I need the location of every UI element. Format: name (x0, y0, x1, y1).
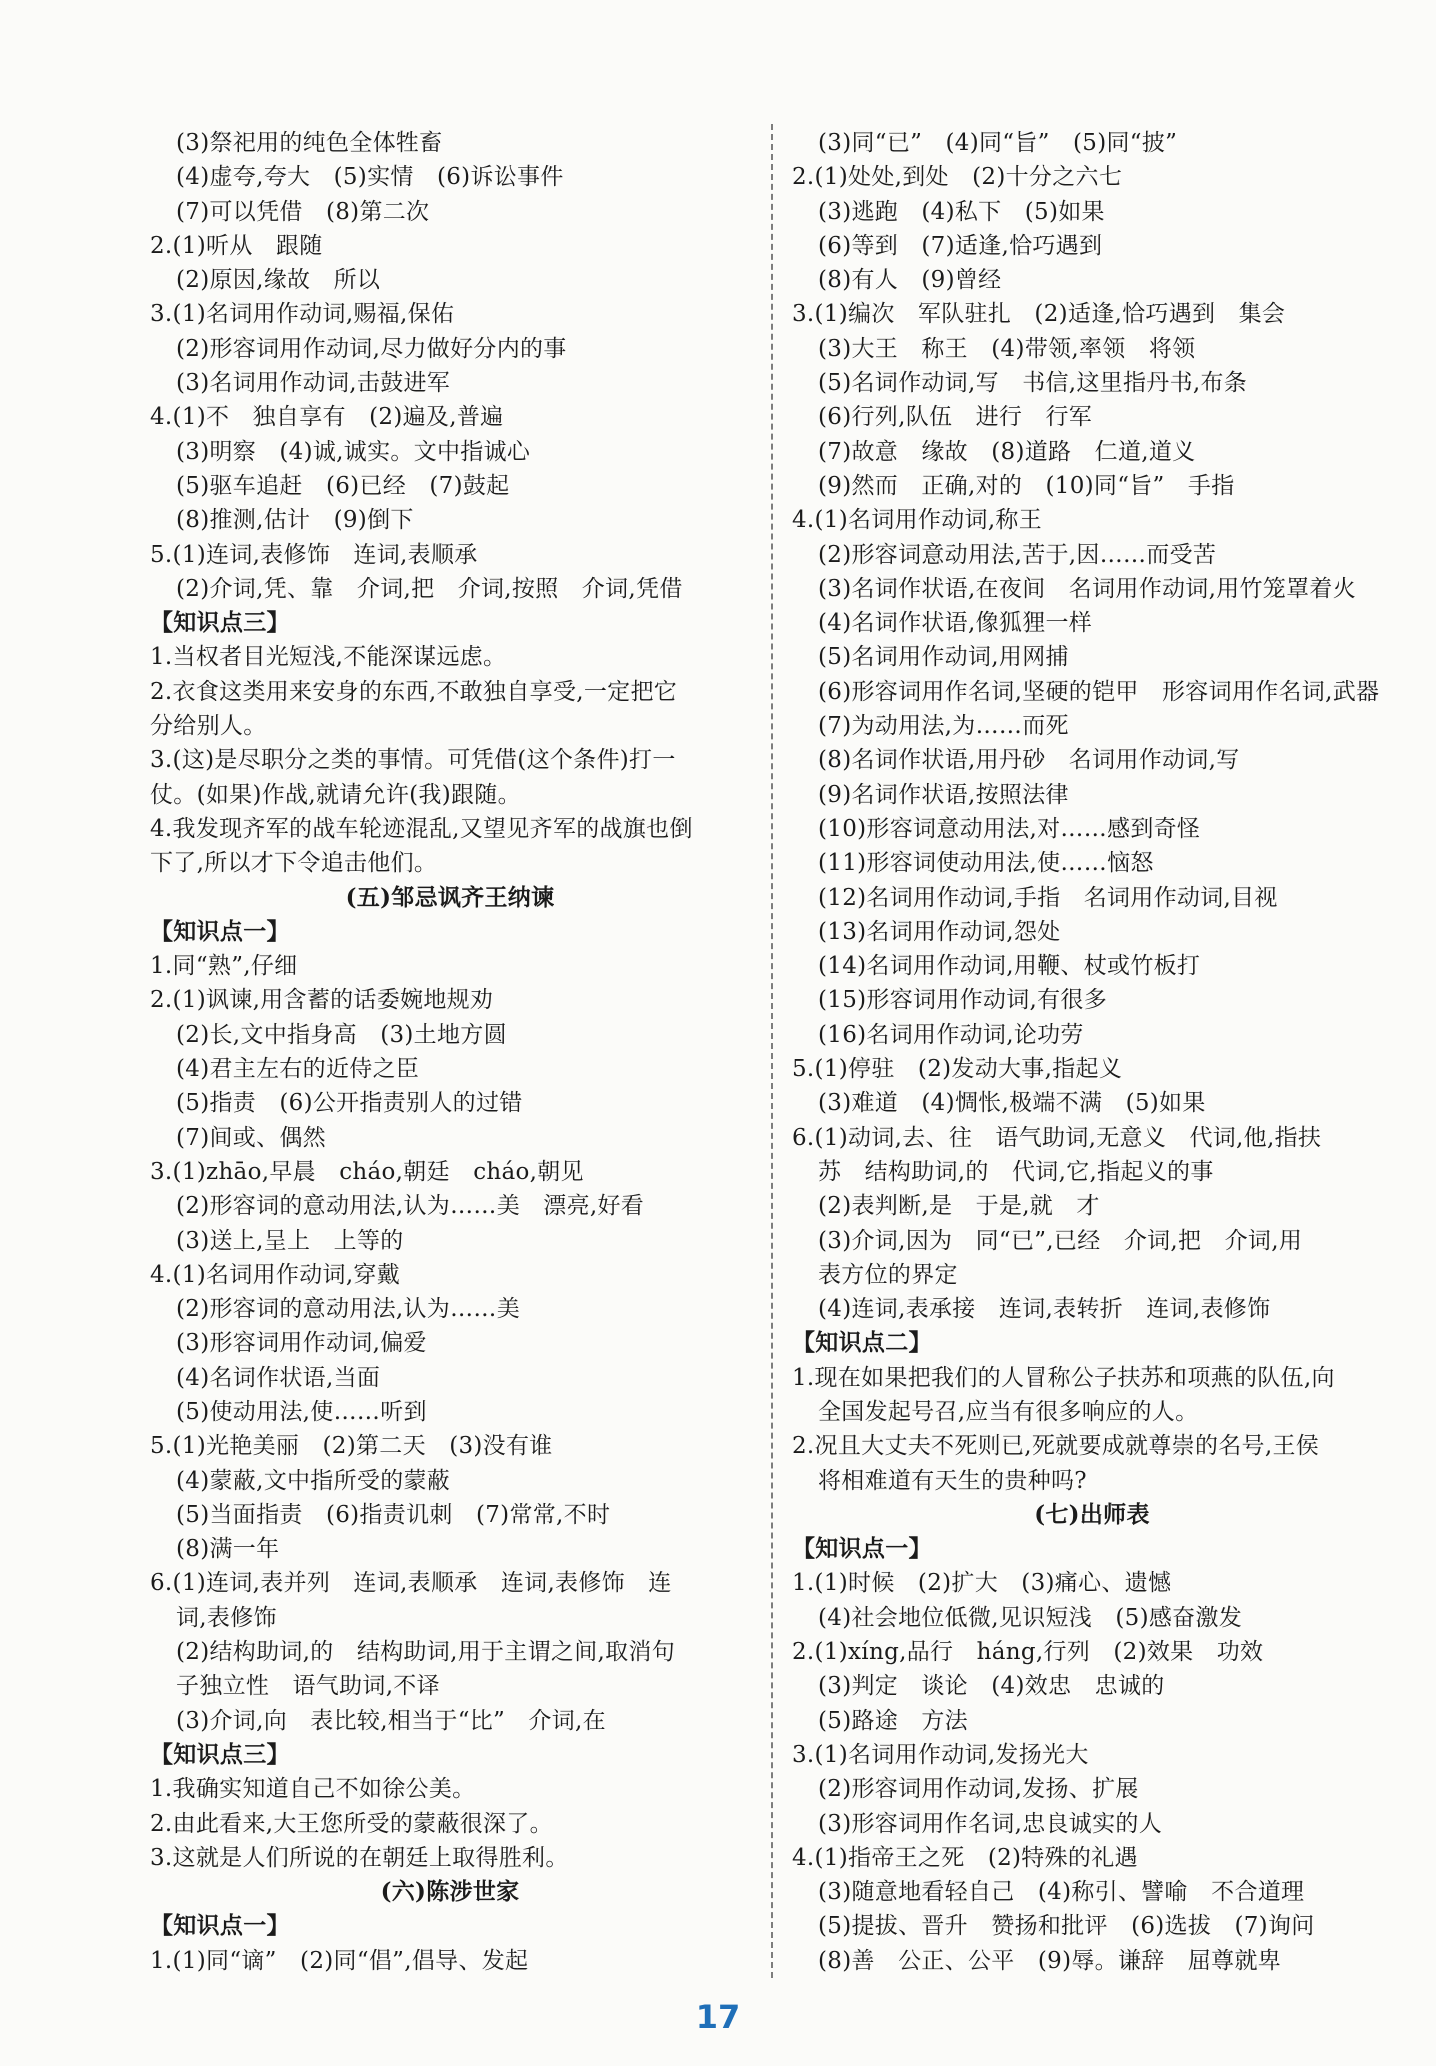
lesson-title: (五)邹忌讽齐王纳谏 (345, 883, 555, 911)
answer-line: (4)蒙蔽,文中指所受的蒙蔽 (176, 1467, 451, 1494)
answer-line: (4)虚夸,夸大 (5)实情 (6)诉讼事件 (176, 164, 564, 191)
answer-line: (3)名词用作动词,击鼓进军 (176, 370, 451, 397)
answer-line: 分给别人。 (150, 713, 267, 740)
answer-line: (8)善 公正、公平 (9)辱。谦辞 屈尊就卑 (818, 1947, 1282, 1974)
answer-line: (2)形容词用作动词,尽力做好分内的事 (176, 335, 567, 362)
answer-line: (9)然而 正确,对的 (10)同“旨” 手指 (818, 472, 1235, 499)
section-heading: 【知识点三】 (150, 609, 290, 637)
answer-line: (4)君主左右的近侍之臣 (176, 1056, 420, 1083)
answer-line: (5)路途 方法 (818, 1707, 968, 1734)
answer-line: (5)当面指责 (6)指责讥刺 (7)常常,不时 (176, 1501, 611, 1528)
answer-line: (5)提拔、晋升 赞扬和批评 (6)选拔 (7)询问 (818, 1913, 1315, 1940)
left-column (150, 126, 750, 1978)
answer-line: (3)形容词用作动词,偏爱 (176, 1330, 427, 1357)
answer-line: 2.(1)讽谏,用含蓄的话委婉地规劝 (150, 987, 494, 1014)
answer-line: (3)送上,呈上 上等的 (176, 1227, 404, 1254)
answer-line: 1.(1)同“谪” (2)同“倡”,倡导、发起 (150, 1947, 529, 1974)
section-heading: 【知识点二】 (792, 1329, 932, 1357)
answer-line: (5)驱车追赶 (6)已经 (7)鼓起 (176, 472, 510, 499)
answer-line: (2)长,文中指身高 (3)土地方圆 (176, 1021, 507, 1048)
answer-line: (2)形容词用作动词,发扬、扩展 (818, 1776, 1139, 1803)
answer-line: (8)满一年 (176, 1536, 280, 1563)
answer-line: 3.(这)是尽职分之类的事情。可凭借(这个条件)打一 (150, 747, 676, 774)
answer-line: 3.(1)名词用作动词,赐福,保佑 (150, 301, 455, 328)
answer-line: (7)为动用法,为……而死 (818, 713, 1069, 740)
answer-line: 2.(1)处处,到处 (2)十分之六七 (792, 164, 1123, 191)
answer-line: (2)表判断,是 于是,就 才 (818, 1193, 1100, 1220)
answer-line: (3)明察 (4)诚,诚实。文中指诚心 (176, 438, 531, 465)
answer-line: 2.(1)xíng,品行 háng,行列 (2)效果 功效 (792, 1639, 1264, 1666)
answer-line: (10)形容词意动用法,对……感到奇怪 (818, 815, 1201, 842)
answer-line: 子独立性 语气助词,不译 (176, 1673, 440, 1700)
answer-line: (4)连词,表承接 连词,表转折 连词,表修饰 (818, 1296, 1271, 1323)
section-heading: 【知识点一】 (792, 1535, 932, 1563)
answer-line: (6)等到 (7)适逢,恰巧遇到 (818, 232, 1103, 259)
answer-line: 1.现在如果把我们的人冒称公子扶苏和项燕的队伍,向 (792, 1364, 1335, 1391)
answer-line: (8)名词作状语,用丹砂 名词用作动词,写 (818, 747, 1240, 774)
answer-line: 下了,所以才下令追击他们。 (150, 850, 438, 877)
column-divider (771, 124, 773, 1978)
lesson-title: (六)陈涉世家 (380, 1878, 520, 1906)
answer-line: (6)行列,队伍 进行 行军 (818, 404, 1093, 431)
answer-line: 5.(1)光艳美丽 (2)第二天 (3)没有谁 (150, 1433, 553, 1460)
answer-line: (11)形容词使动用法,使……恼怒 (818, 850, 1154, 877)
answer-line: 6.(1)动词,去、往 语气助词,无意义 代词,他,指扶 (792, 1124, 1322, 1151)
answer-line: (7)间或、偶然 (176, 1124, 326, 1151)
answer-line: (2)介词,凭、靠 介词,把 介词,按照 介词,凭借 (176, 575, 683, 602)
answer-line: 2.衣食这类用来安身的东西,不敢独自享受,一定把它 (150, 678, 678, 705)
answer-line: (3)介词,因为 同“已”,已经 介词,把 介词,用 (818, 1227, 1303, 1254)
page-number: 17 (695, 1998, 741, 2036)
answer-line: (4)名词作状语,当面 (176, 1364, 381, 1391)
answer-line: (7)可以凭借 (8)第二次 (176, 198, 430, 225)
answer-line: 4.(1)名词用作动词,穿戴 (150, 1261, 401, 1288)
answer-line: 3.(1)名词用作动词,发扬光大 (792, 1741, 1089, 1768)
answer-line: (3)判定 谈论 (4)效忠 忠诚的 (818, 1673, 1165, 1700)
answer-line: (3)大王 称王 (4)带领,率领 将领 (818, 335, 1196, 362)
answer-line: (2)形容词的意动用法,认为……美 (176, 1296, 520, 1323)
answer-line: (15)形容词用作动词,有很多 (818, 987, 1108, 1014)
answer-line: (8)推测,估计 (9)倒下 (176, 507, 414, 534)
answer-line: (2)原因,缘故 所以 (176, 267, 381, 294)
answer-line: 2.(1)听从 跟随 (150, 232, 323, 259)
answer-line: (13)名词用作动词,怨处 (818, 918, 1061, 945)
answer-line: (5)使动用法,使……听到 (176, 1398, 427, 1425)
answer-line: 4.(1)名词用作动词,称王 (792, 507, 1043, 534)
answer-line: (3)随意地看轻自己 (4)称引、譬喻 不合道理 (818, 1879, 1305, 1906)
answer-line: 4.我发现齐军的战车轮迹混乱,又望见齐军的战旗也倒 (150, 815, 693, 842)
answer-line: (6)形容词用作名词,坚硬的铠甲 形容词用作名词,武器 (818, 678, 1380, 705)
answer-line: (3)同“已” (4)同“旨” (5)同“披” (818, 130, 1178, 156)
answer-line: 1.当权者目光短浅,不能深谋远虑。 (150, 644, 507, 671)
answer-line: (3)介词,向 表比较,相当于“比” 介词,在 (176, 1707, 606, 1734)
answer-line: (14)名词用作动词,用鞭、杖或竹板打 (818, 953, 1201, 980)
answer-line: 仗。(如果)作战,就请允许(我)跟随。 (150, 781, 521, 808)
lesson-title: (七)出师表 (1034, 1500, 1150, 1528)
right-column (792, 126, 1392, 1978)
answer-line: (4)名词作状语,像狐狸一样 (818, 610, 1093, 637)
answer-line: 3.(1)编次 军队驻扎 (2)适逢,恰巧遇到 集会 (792, 301, 1286, 328)
answer-line: 2.况且大丈夫不死则已,死就要成就尊崇的名号,王侯 (792, 1433, 1320, 1460)
answer-line: 3.这就是人们所说的在朝廷上取得胜利。 (150, 1844, 569, 1871)
answer-line: 1.同“熟”,仔细 (150, 953, 298, 980)
answer-line: (7)故意 缘故 (8)道路 仁道,道义 (818, 438, 1196, 465)
answer-line: (12)名词用作动词,手指 名词用作动词,目视 (818, 884, 1278, 911)
answer-line: (16)名词用作动词,论功劳 (818, 1021, 1084, 1048)
answer-line: (2)形容词意动用法,苦于,因……而受苦 (818, 541, 1217, 568)
answer-line: (3)逃跑 (4)私下 (5)如果 (818, 198, 1105, 225)
answer-line: (4)社会地位低微,见识短浅 (5)感奋激发 (818, 1604, 1243, 1631)
answer-line: 1.我确实知道自己不如徐公美。 (150, 1776, 476, 1803)
answer-line: 5.(1)停驻 (2)发动大事,指起义 (792, 1056, 1123, 1083)
answer-line: 词,表修饰 (176, 1604, 277, 1631)
answer-line: 全国发起号召,应当有很多响应的人。 (818, 1398, 1199, 1425)
answer-line: (5)名词用作动词,用网捕 (818, 644, 1069, 671)
answer-line: (5)指责 (6)公开指责别人的过错 (176, 1090, 523, 1117)
section-heading: 【知识点三】 (150, 1740, 290, 1768)
answer-line: (3)形容词用作名词,忠良诚实的人 (818, 1810, 1162, 1837)
answer-line: 3.(1)zhāo,早晨 cháo,朝廷 cháo,朝见 (150, 1158, 584, 1185)
answer-line: 2.由此看来,大王您所受的蒙蔽很深了。 (150, 1810, 553, 1837)
answer-line: 1.(1)时候 (2)扩大 (3)痛心、遗憾 (792, 1570, 1172, 1597)
answer-line: (8)有人 (9)曾经 (818, 267, 1002, 294)
answer-line: 4.(1)指帝王之死 (2)特殊的礼遇 (792, 1844, 1138, 1871)
answer-line: (3)难道 (4)惆怅,极端不满 (5)如果 (818, 1090, 1206, 1117)
answer-line: (3)名词作状语,在夜间 名词用作动词,用竹笼罩着火 (818, 575, 1357, 602)
answer-line: (2)形容词的意动用法,认为……美 漂亮,好看 (176, 1193, 645, 1220)
answer-line: (2)结构助词,的 结构助词,用于主谓之间,取消句 (176, 1639, 676, 1666)
answer-line: 5.(1)连词,表修饰 连词,表顺承 (150, 541, 478, 568)
answer-line: 6.(1)连词,表并列 连词,表顺承 连词,表修饰 连 (150, 1570, 672, 1597)
answer-line: 将相难道有天生的贵种吗? (818, 1467, 1087, 1494)
answer-line: (5)名词作动词,写 书信,这里指丹书,布条 (818, 370, 1248, 397)
answer-line: (3)祭祀用的纯色全体牲畜 (176, 130, 443, 156)
answer-line: 4.(1)不 独自享有 (2)遍及,普遍 (150, 404, 504, 431)
section-heading: 【知识点一】 (150, 1912, 290, 1940)
answer-line: 苏 结构助词,的 代词,它,指起义的事 (818, 1158, 1214, 1185)
answer-line: 表方位的界定 (818, 1261, 958, 1288)
answer-line: (9)名词作状语,按照法律 (818, 781, 1069, 808)
section-heading: 【知识点一】 (150, 917, 290, 945)
